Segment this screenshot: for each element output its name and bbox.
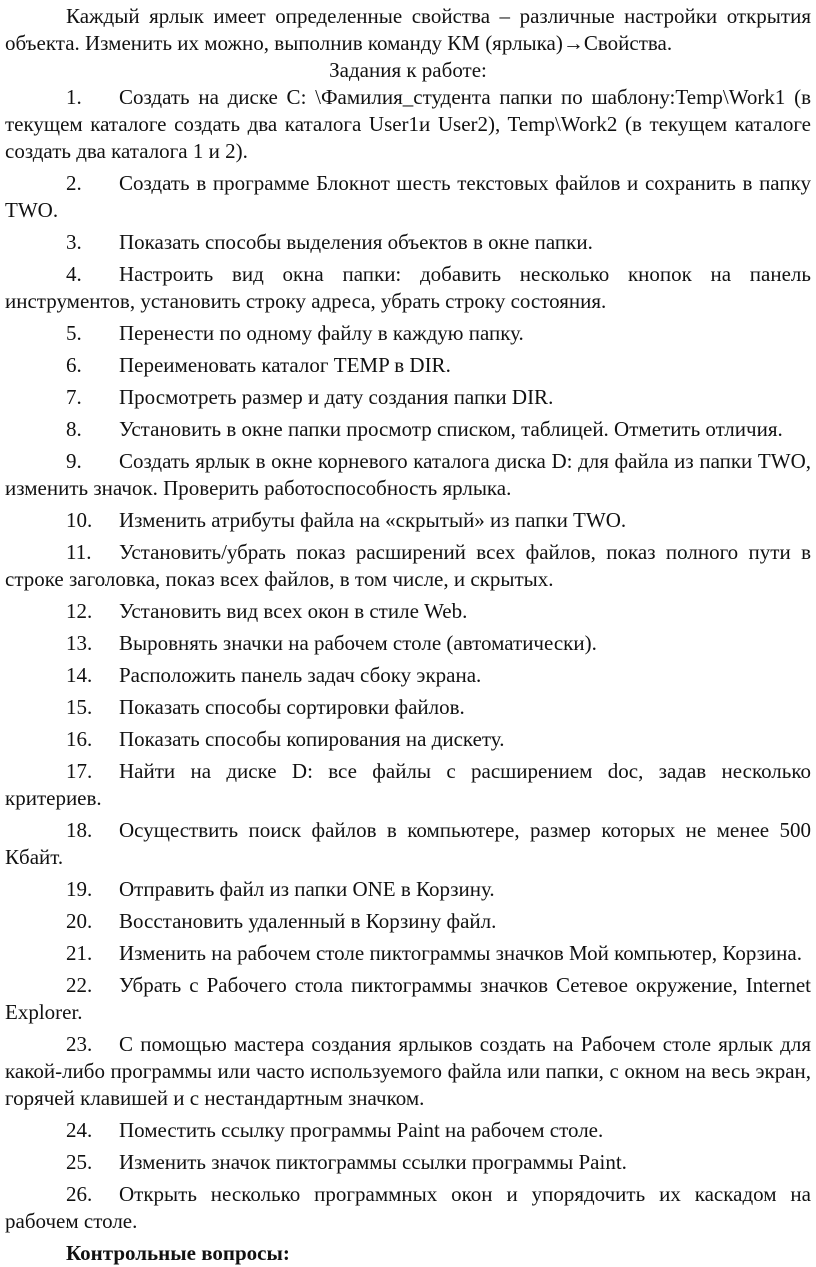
task-text: Изменить атрибуты файла на «скрытый» из папки TWO. [119,508,627,532]
task-list [5,84,811,1235]
task-number: 4. [66,262,82,286]
task-number: 19. [66,877,93,901]
task-number: 10. [66,508,93,532]
task-text: Отправить файл из папки ONE в Корзину. [119,877,495,901]
task-item [5,352,811,379]
task-text: Создать в программе Блокнот шесть текстовых файлов и сохранить в папку TWO. [5,171,811,222]
task-item [5,694,811,721]
task-text: Показать способы сортировки файлов. [119,695,465,719]
task-text: Установить вид всех окон в стиле Web. [119,599,468,623]
task-text: Установить в окне папки просмотр списком, таблицей. Отметить отличия. [119,417,783,441]
task-item [5,261,811,315]
task-item [5,817,811,871]
task-text: Создать ярлык в окне корневого каталога диска D: для файла из папки TWO, изменить значок. Проверить работоспособность ярлыка. [5,449,811,500]
task-number: 26. [66,1182,93,1206]
task-item [5,940,811,967]
task-text: Расположить панель задач сбоку экрана. [119,663,482,687]
task-item [5,1181,811,1235]
task-item [5,539,811,593]
task-number: 12. [66,599,93,623]
task-text: Просмотреть размер и дату создания папки DIR. [119,385,554,409]
task-number: 5. [66,321,82,345]
document-page [5,0,811,1267]
task-text: Показать способы выделения объектов в окне папки. [119,230,593,254]
task-item [5,448,811,502]
task-number: 23. [66,1032,93,1056]
task-number: 8. [66,417,82,441]
task-item [5,758,811,812]
task-item [5,726,811,753]
task-item [5,972,811,1026]
task-item [5,1031,811,1112]
task-text: Осуществить поиск файлов в компьютере, размер которых не менее 500 Кбайт. [5,818,811,869]
task-number: 15. [66,695,93,719]
task-text: Переименовать каталог TEMP в DIR. [119,353,451,377]
task-number: 14. [66,663,93,687]
task-item [5,630,811,657]
task-text: Создать на диске С: \Фамилия_студента папки по шаблону:Temp\Work1 (в текущем каталоге создать два каталога User1и User2), Temp\Work2 (в текущем каталоге создать два каталога 1 и 2). [5,85,811,163]
task-text: Найти на диске D: все файлы с расширением doc, задав несколько критериев. [5,759,811,810]
task-item [5,908,811,935]
task-number: 9. [66,449,82,473]
task-number: 18. [66,818,93,842]
task-item [5,507,811,534]
task-number: 17. [66,759,93,783]
task-number: 20. [66,909,93,933]
task-text: Настроить вид окна папки: добавить несколько кнопок на панель инструментов, установить строку адреса, убрать строку состояния. [5,262,811,313]
task-text: Установить/убрать показ расширений всех файлов, показ полного пути в строке заголовка, показ всех файлов, в том числе, и скрытых. [5,540,811,591]
task-item [5,320,811,347]
task-item [5,662,811,689]
task-text: Перенести по одному файлу в каждую папку. [119,321,524,345]
task-text: Поместить ссылку программы Paint на рабочем столе. [119,1118,604,1142]
task-item [5,876,811,903]
task-text: С помощью мастера создания ярлыков создать на Рабочем столе ярлык для какой-либо программы или часто используемого файла или папки, с окном на весь экран, горячей клавишей и с нестандартным значком. [5,1032,811,1110]
task-number: 13. [66,631,93,655]
task-text: Убрать с Рабочего стола пиктограммы значков Сетевое окружение, Internet Explorer. [5,973,811,1024]
control-questions-heading: Контрольные вопросы: [66,1241,290,1265]
task-item [5,1117,811,1144]
task-number: 3. [66,230,82,254]
task-number: 6. [66,353,82,377]
task-item [5,1149,811,1176]
task-text: Открыть несколько программных окон и упорядочить их каскадом на рабочем столе. [5,1182,811,1233]
task-item [5,416,811,443]
task-number: 1. [66,85,82,109]
task-number: 22. [66,973,93,997]
task-text: Выровнять значки на рабочем столе (автоматически). [119,631,597,655]
task-text: Изменить на рабочем столе пиктограммы значков Мой компьютер, Корзина. [119,941,802,965]
task-number: 2. [66,171,82,195]
tasks-heading: Задания к работе: [329,58,487,82]
task-item [5,229,811,256]
task-number: 16. [66,727,93,751]
task-item [5,598,811,625]
task-text: Восстановить удаленный в Корзину файл. [119,909,497,933]
task-text: Изменить значок пиктограммы ссылки программы Paint. [119,1150,627,1174]
intro-paragraph: Каждый ярлык имеет определенные свойства – различные настройки открытия объекта. Изменить их можно, выполнив команду КМ (ярлыка)→Свойства. [5,4,811,55]
task-number: 24. [66,1118,93,1142]
task-item [5,170,811,224]
task-text: Показать способы копирования на дискету. [119,727,505,751]
task-number: 7. [66,385,82,409]
task-number: 11. [66,540,92,564]
task-number: 25. [66,1150,93,1174]
task-item [5,84,811,165]
task-item [5,384,811,411]
task-number: 21. [66,941,93,965]
